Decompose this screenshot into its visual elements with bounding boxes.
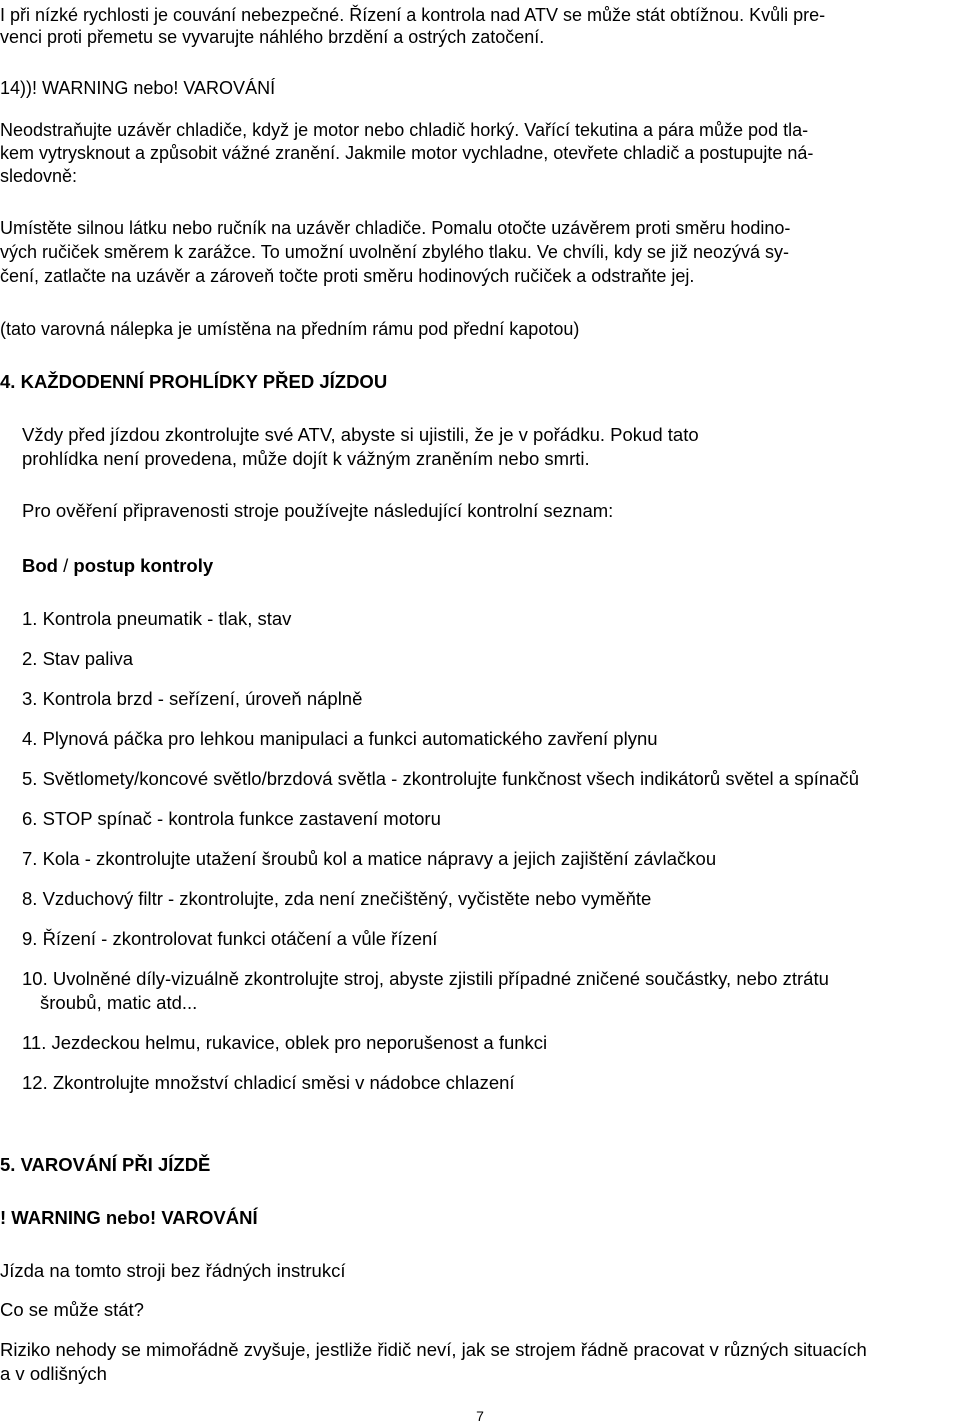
page-number: 7 <box>476 1408 484 1424</box>
instructions-line-3: čení, zatlačte na uzávěr a zároveň točte proti směru hodinových ručiček a odstraňte jej. <box>0 266 695 286</box>
section-4-paragraph-line-2: prohlídka není provedena, může dojít k vážným zraněním nebo smrti. <box>22 448 590 469</box>
hazard-text: Jízda na tomto stroji bez řádných instrukcí <box>0 1260 346 1281</box>
instructions-line-2: vých ručiček směrem k zarážce. To umožní uvolnění zbylého tlaku. Ve chvíli, kdy se již neozývá sy- <box>0 242 789 262</box>
list-item-continuation: šroubů, matic atd... <box>40 992 198 1013</box>
list-item: 7. Kola - zkontrolujte utažení šroubů kol a matice nápravy a jejich zajištění závlačkou <box>22 848 717 869</box>
checklist-header-separator: / <box>57 555 74 576</box>
answer-line-1: Riziko nehody se mimořádně zvyšuje, jestliže řidič neví, jak se strojem řádně pracovat v různých situacích <box>0 1339 867 1360</box>
checklist-header <box>22 554 213 578</box>
checklist-intro: Pro ověření připravenosti stroje používejte následující kontrolní seznam: <box>22 500 614 521</box>
warning-14-note: (tato varovná nálepka je umístěna na předním rámu pod přední kapotou) <box>0 319 580 339</box>
list-item: 3. Kontrola brzd - seřízení, úroveň náplně <box>22 688 363 709</box>
list-item: 6. STOP spínač - kontrola funkce zastavení motoru <box>22 808 441 829</box>
list-item: 4. Plynová páčka pro lehkou manipulaci a funkci automatického zavření plynu <box>22 728 658 749</box>
warning-14-line-2: kem vytrysknout a způsobit vážné zranění. Jakmile motor vychladne, otevřete chladič a postupujte ná- <box>0 143 814 163</box>
warning-14-line-1: Neodstraňujte uzávěr chladiče, když je motor nebo chladič horký. Vařící tekutina a pára může pod tla- <box>0 120 809 140</box>
checklist-header-point: Bod <box>22 555 58 576</box>
warning-14-line-3: sledovně: <box>0 166 78 186</box>
list-item: 2. Stav paliva <box>22 648 134 669</box>
answer-line-2: a v odlišných <box>0 1363 107 1384</box>
section-4-number: 4. <box>0 371 16 392</box>
question-text: Co se může stát? <box>0 1299 144 1320</box>
list-item: 5. Světlomety/koncové světlo/brzdová světla - zkontrolujte funkčnost všech indikátorů světel a spínačů <box>22 768 860 789</box>
instructions-line-1: Umístěte silnou látku nebo ručník na uzávěr chladiče. Pomalu otočte uzávěrem proti směru hodino- <box>0 218 791 238</box>
section-4-title: KAŽDODENNÍ PROHLÍDKY PŘED JÍZDOU <box>20 371 388 392</box>
checklist-header-procedure: postup kontroly <box>73 555 214 576</box>
list-item: 11. Jezdeckou helmu, rukavice, oblek pro neporušenost a funkci <box>22 1032 548 1053</box>
list-item: 9. Řízení - zkontrolovat funkci otáčení a vůle řízení <box>22 928 438 949</box>
section-4-paragraph-line-1: Vždy před jízdou zkontrolujte své ATV, abyste si ujistili, že je v pořádku. Pokud tato <box>22 424 699 445</box>
list-item: 8. Vzduchový filtr - zkontrolujte, zda není znečištěný, vyčistěte nebo vyměňte <box>22 888 652 909</box>
list-item: 1. Kontrola pneumatik - tlak, stav <box>22 608 292 629</box>
warning-14-heading: 14))! WARNING nebo! VAROVÁNÍ <box>0 78 276 98</box>
section-4-heading <box>0 370 387 394</box>
list-item: 12. Zkontrolujte množství chladicí směsi v nádobce chlazení <box>22 1072 515 1093</box>
section-5-heading: 5. VAROVÁNÍ PŘI JÍZDĚ <box>0 1154 211 1175</box>
list-item: 10. Uvolněné díly-vizuálně zkontrolujte stroj, abyste zjistili případné zničené součástky, nebo ztrátu <box>22 968 829 989</box>
intro-line-2: venci proti přemetu se vyvarujte náhlého brzdění a ostrých zatočení. <box>0 27 545 47</box>
intro-line-1: I při nízké rychlosti je couvání nebezpečné. Řízení a kontrola nad ATV se může stát obtížnou. Kvůli pre- <box>0 5 826 25</box>
section-5-warning: ! WARNING nebo! VAROVÁNÍ <box>0 1207 258 1228</box>
